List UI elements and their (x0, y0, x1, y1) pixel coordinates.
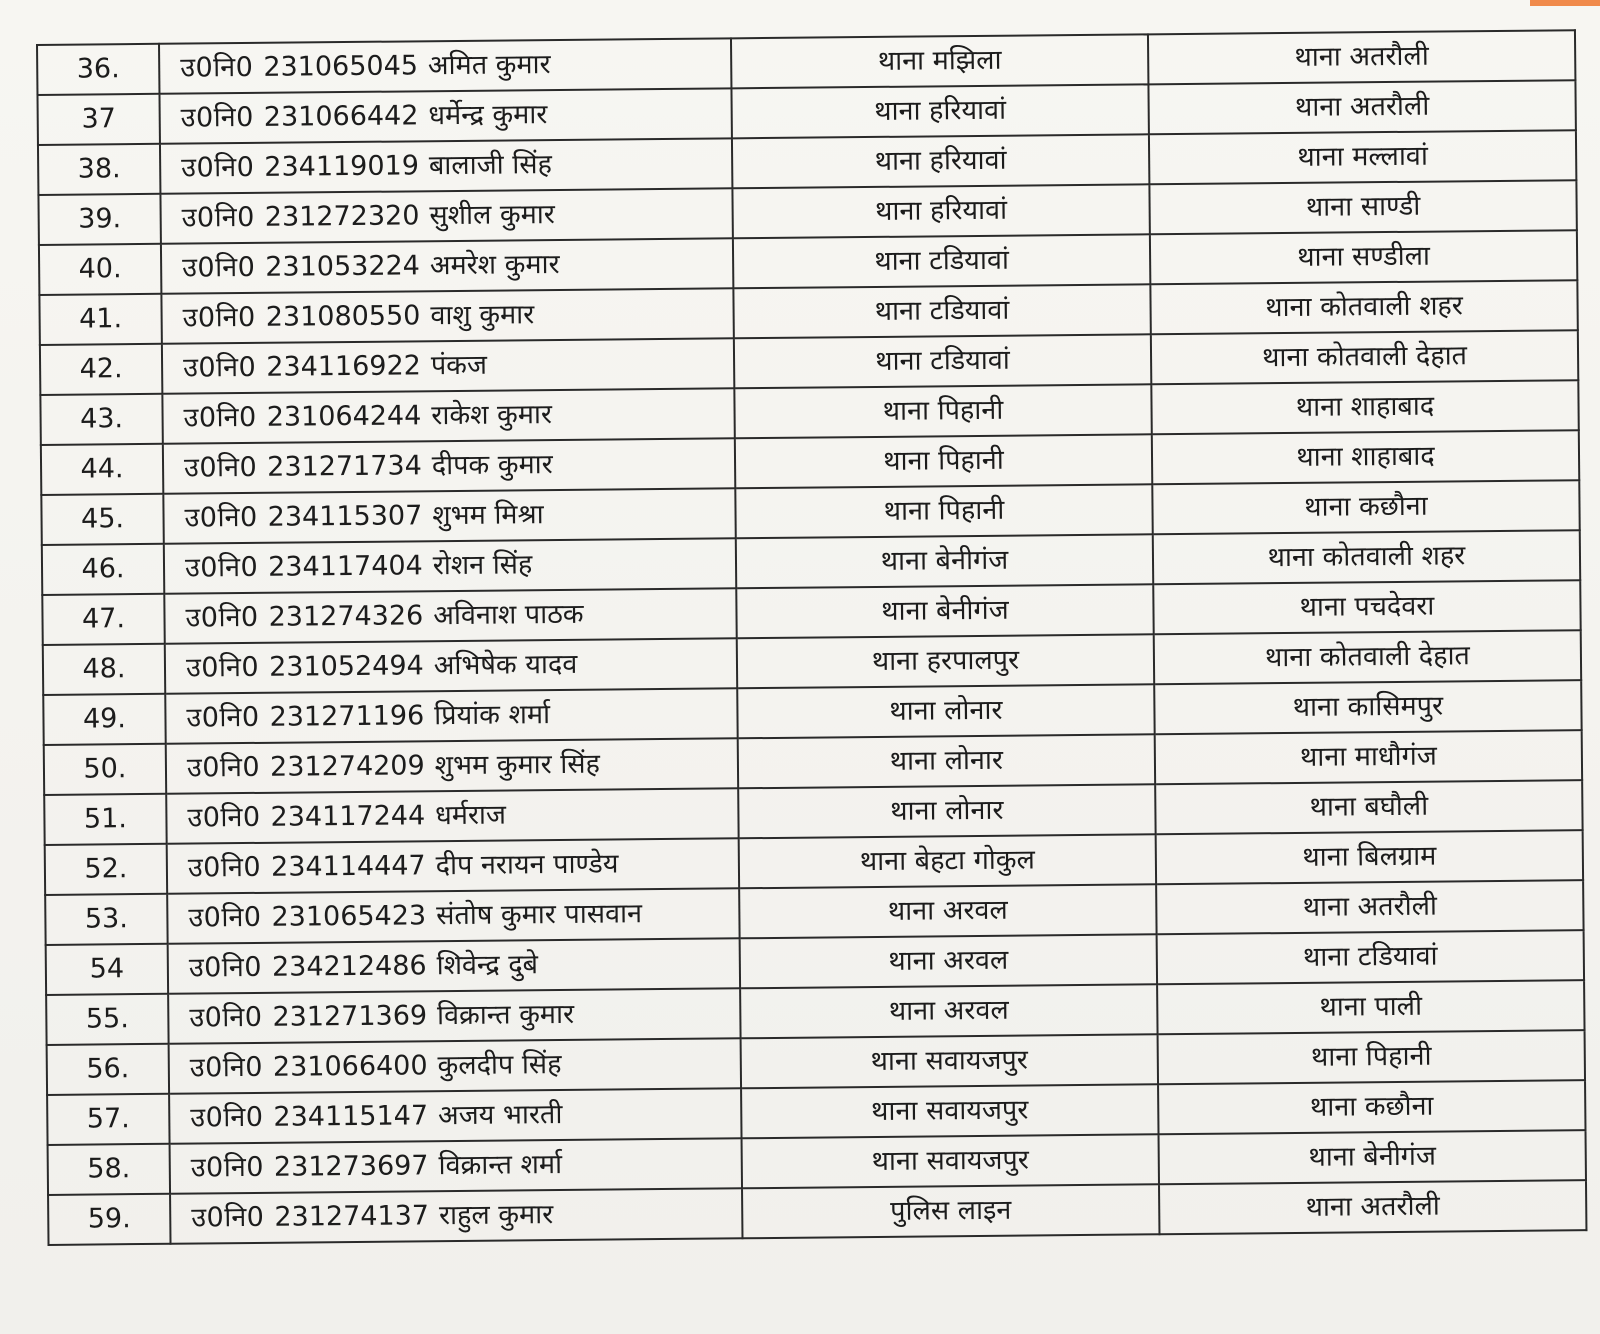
rank-text: उ0नि0 (181, 201, 255, 234)
new-posting-cell: थाना मल्लावां (1149, 130, 1576, 184)
personnel-number: 231065045 (263, 50, 419, 83)
current-posting-cell: थाना टडियावां (734, 334, 1151, 388)
current-posting-cell: थाना लोनार (738, 784, 1155, 838)
current-posting-cell: थाना अरवल (739, 884, 1156, 938)
officer-cell (161, 238, 733, 293)
current-posting-cell: थाना पिहानी (735, 484, 1152, 538)
serial-number-cell: 41. (39, 294, 161, 345)
personnel-number: 231272320 (264, 200, 420, 233)
rank-text: उ0नि0 (184, 501, 258, 534)
current-posting-cell: थाना अरवल (740, 984, 1157, 1038)
rank-text: उ0नि0 (182, 251, 256, 284)
current-posting-cell: थाना सवायजपुर (742, 1134, 1159, 1188)
officer-cell (162, 338, 734, 393)
rank-text: उ0नि0 (186, 751, 261, 784)
officer-cell (167, 838, 739, 893)
officer-name: कुलदीप सिंह (437, 1049, 562, 1082)
officer-cell (164, 538, 736, 593)
rank-text: उ0नि0 (190, 1151, 265, 1184)
officer-cell (159, 38, 731, 93)
serial-number-cell: 39. (38, 194, 160, 245)
personnel-number: 234116922 (266, 350, 422, 383)
officer-cell (170, 1138, 742, 1193)
current-posting-cell: थाना हरियावां (731, 84, 1148, 138)
officer-cell (166, 788, 738, 843)
personnel-number: 231273697 (273, 1150, 429, 1183)
officer-name: दीप नरायन पाण्डेय (435, 848, 619, 882)
officer-name: अमित कुमार (427, 49, 551, 82)
rank-text: उ0नि0 (182, 301, 256, 334)
officer-name: अविनाश पाठक (433, 598, 584, 632)
serial-number-cell: 45. (41, 494, 163, 545)
rank-text: उ0नि0 (183, 401, 257, 434)
current-posting-cell: पुलिस लाइन (742, 1184, 1159, 1238)
serial-number-cell: 38. (38, 144, 160, 195)
officer-cell (165, 688, 737, 743)
rank-text: उ0नि0 (185, 601, 259, 634)
serial-number-cell: 55. (46, 994, 168, 1045)
personnel-number: 231274326 (268, 600, 424, 633)
rank-text: उ0नि0 (190, 1101, 264, 1134)
personnel-number: 234212486 (271, 950, 427, 983)
officer-name: शुभम कुमार सिंह (434, 748, 600, 782)
rank-text: उ0नि0 (180, 101, 255, 134)
new-posting-cell: थाना सण्डीला (1150, 230, 1577, 284)
new-posting-cell: थाना कछौना (1158, 1080, 1585, 1134)
new-posting-cell: थाना टडियावां (1157, 930, 1584, 984)
officer-cell (168, 988, 740, 1043)
officer-name: अभिषेक यादव (433, 648, 578, 682)
personnel-number: 231271369 (272, 1000, 428, 1033)
officer-name: अमरेश कुमार (429, 248, 560, 282)
rank-text: उ0नि0 (181, 151, 255, 184)
officer-cell (160, 188, 732, 243)
serial-number-cell: 48. (43, 644, 165, 695)
serial-number-cell: 42. (40, 344, 162, 395)
rank-text: उ0नि0 (188, 901, 262, 934)
rank-text: उ0नि0 (187, 851, 262, 884)
officer-name: रोशन सिंह (432, 549, 533, 582)
officer-name: राकेश कुमार (431, 399, 553, 432)
officer-name: बालाजी सिंह (428, 149, 552, 182)
serial-number-cell: 44. (41, 444, 163, 495)
serial-number-cell: 47. (42, 594, 164, 645)
table-body (37, 30, 1586, 1245)
personnel-number: 231066442 (263, 100, 419, 133)
new-posting-cell: थाना पचदेवरा (1153, 580, 1580, 634)
serial-number-cell: 46. (42, 544, 164, 595)
new-posting-cell: थाना कोतवाली शहर (1150, 280, 1577, 334)
officer-name: धर्मराज (435, 799, 507, 832)
current-posting-cell: थाना सवायजपुर (741, 1084, 1158, 1138)
current-posting-cell: थाना टडियावां (733, 284, 1150, 338)
rank-text: उ0नि0 (188, 951, 263, 984)
new-posting-cell: थाना शाहाबाद (1152, 430, 1579, 484)
officer-cell (164, 588, 736, 643)
officer-name: सुशील कुमार (429, 199, 555, 232)
serial-number-cell: 56. (47, 1044, 169, 1095)
personnel-number: 231274209 (269, 750, 425, 783)
current-posting-cell: थाना पिहानी (734, 384, 1151, 438)
serial-number-cell: 37 (37, 94, 159, 145)
officer-name: शिवेन्द्र दुबे (436, 949, 539, 982)
serial-number-cell: 59. (48, 1194, 170, 1245)
rank-text: उ0नि0 (189, 1051, 264, 1084)
personnel-number: 231066400 (272, 1050, 428, 1083)
rank-text: उ0नि0 (182, 351, 257, 384)
officer-name: धर्मेन्द्र कुमार (428, 99, 548, 132)
new-posting-cell: थाना पाली (1157, 980, 1584, 1034)
personnel-number: 231053224 (265, 250, 421, 283)
new-posting-cell: थाना बघौली (1155, 780, 1582, 834)
new-posting-cell: थाना कासिमपुर (1154, 680, 1581, 734)
officer-cell (163, 488, 735, 543)
personnel-number: 234115307 (267, 500, 423, 533)
officer-name: दीपक कुमार (431, 449, 553, 482)
new-posting-cell: थाना अतरौली (1159, 1180, 1586, 1234)
personnel-number: 234117404 (268, 550, 423, 583)
serial-number-cell: 50. (44, 744, 166, 795)
new-posting-cell: थाना अतरौली (1156, 880, 1583, 934)
new-posting-cell: थाना शाहाबाद (1151, 380, 1578, 434)
personnel-number: 231271196 (269, 700, 425, 733)
officer-cell (159, 88, 731, 143)
current-posting-cell: थाना पिहानी (735, 434, 1152, 488)
new-posting-cell: थाना कोतवाली देहात (1154, 630, 1581, 684)
corner-mark (1530, 0, 1600, 6)
officer-cell (162, 388, 734, 443)
officer-cell (166, 738, 738, 793)
officer-name: शुभम मिश्रा (432, 499, 544, 532)
transfer-table (36, 29, 1587, 1246)
officer-cell (167, 888, 739, 943)
rank-text: उ0नि0 (180, 51, 254, 84)
officer-name: संतोष कुमार पासवान (435, 898, 643, 932)
officer-name: विक्रान्त कुमार (436, 998, 575, 1032)
serial-number-cell: 51. (44, 794, 166, 845)
current-posting-cell: थाना टडियावां (733, 234, 1150, 288)
personnel-number: 231065423 (271, 900, 427, 933)
current-posting-cell: थाना अरवल (740, 934, 1157, 988)
officer-cell (170, 1188, 742, 1243)
officer-cell (160, 138, 732, 193)
serial-number-cell: 43. (40, 394, 162, 445)
personnel-number: 231064244 (266, 400, 422, 433)
personnel-number: 231080550 (265, 300, 421, 333)
serial-number-cell: 36. (37, 44, 159, 95)
rank-text: उ0नि0 (189, 1001, 263, 1034)
personnel-number: 231271734 (267, 450, 422, 483)
new-posting-cell: थाना कोतवाली देहात (1151, 330, 1578, 384)
new-posting-cell: थाना कोतवाली शहर (1153, 530, 1580, 584)
personnel-number: 234119019 (264, 150, 420, 183)
rank-text: उ0नि0 (183, 451, 258, 484)
rank-text: उ0नि0 (187, 801, 261, 834)
current-posting-cell: थाना लोनार (738, 734, 1155, 788)
new-posting-cell: थाना बेनीगंज (1159, 1130, 1586, 1184)
officer-cell (163, 438, 735, 493)
officer-cell (165, 638, 737, 693)
personnel-number: 231052494 (268, 650, 424, 683)
current-posting-cell: थाना मझिला (731, 34, 1148, 88)
serial-number-cell: 40. (39, 244, 161, 295)
current-posting-cell: थाना सवायजपुर (741, 1034, 1158, 1088)
rank-text: उ0नि0 (185, 651, 260, 684)
officer-cell (161, 288, 733, 343)
serial-number-cell: 58. (48, 1144, 170, 1195)
serial-number-cell: 54 (46, 944, 168, 995)
new-posting-cell: थाना अतरौली (1148, 80, 1575, 134)
new-posting-cell: थाना साण्डी (1149, 180, 1576, 234)
current-posting-cell: थाना हरियावां (732, 184, 1149, 238)
current-posting-cell: थाना बेहटा गोकुल (739, 834, 1156, 888)
current-posting-cell: थाना बेनीगंज (736, 534, 1153, 588)
officer-name: पंकज (430, 349, 488, 382)
current-posting-cell: थाना हरपालपुर (737, 634, 1154, 688)
rank-text: उ0नि0 (184, 551, 259, 584)
personnel-number: 234117244 (270, 800, 426, 833)
personnel-number: 231274137 (274, 1200, 430, 1233)
serial-number-cell: 49. (43, 694, 165, 745)
officer-name: विक्रान्त शर्मा (438, 1149, 563, 1182)
new-posting-cell: थाना कछौना (1152, 480, 1579, 534)
officer-cell (169, 1038, 741, 1093)
current-posting-cell: थाना बेनीगंज (736, 584, 1153, 638)
serial-number-cell: 53. (45, 894, 167, 945)
officer-cell (169, 1088, 741, 1143)
serial-number-cell: 52. (45, 844, 167, 895)
personnel-number: 234114447 (270, 850, 426, 883)
new-posting-cell: थाना माधौगंज (1155, 730, 1582, 784)
new-posting-cell: थाना पिहानी (1158, 1030, 1585, 1084)
officer-name: अजय भारती (437, 1098, 563, 1132)
new-posting-cell: थाना अतरौली (1148, 30, 1575, 84)
rank-text: उ0नि0 (186, 701, 260, 734)
new-posting-cell: थाना बिलग्राम (1156, 830, 1583, 884)
officer-name: राहुल कुमार (438, 1199, 554, 1232)
officer-name: वाशु कुमार (430, 299, 535, 332)
officer-cell (168, 938, 740, 993)
serial-number-cell: 57. (47, 1094, 169, 1145)
current-posting-cell: थाना हरियावां (732, 134, 1149, 188)
current-posting-cell: थाना लोनार (737, 684, 1154, 738)
officer-name: प्रियांक शर्मा (434, 699, 551, 732)
personnel-number: 234115147 (273, 1100, 429, 1133)
rank-text: उ0नि0 (191, 1201, 265, 1234)
